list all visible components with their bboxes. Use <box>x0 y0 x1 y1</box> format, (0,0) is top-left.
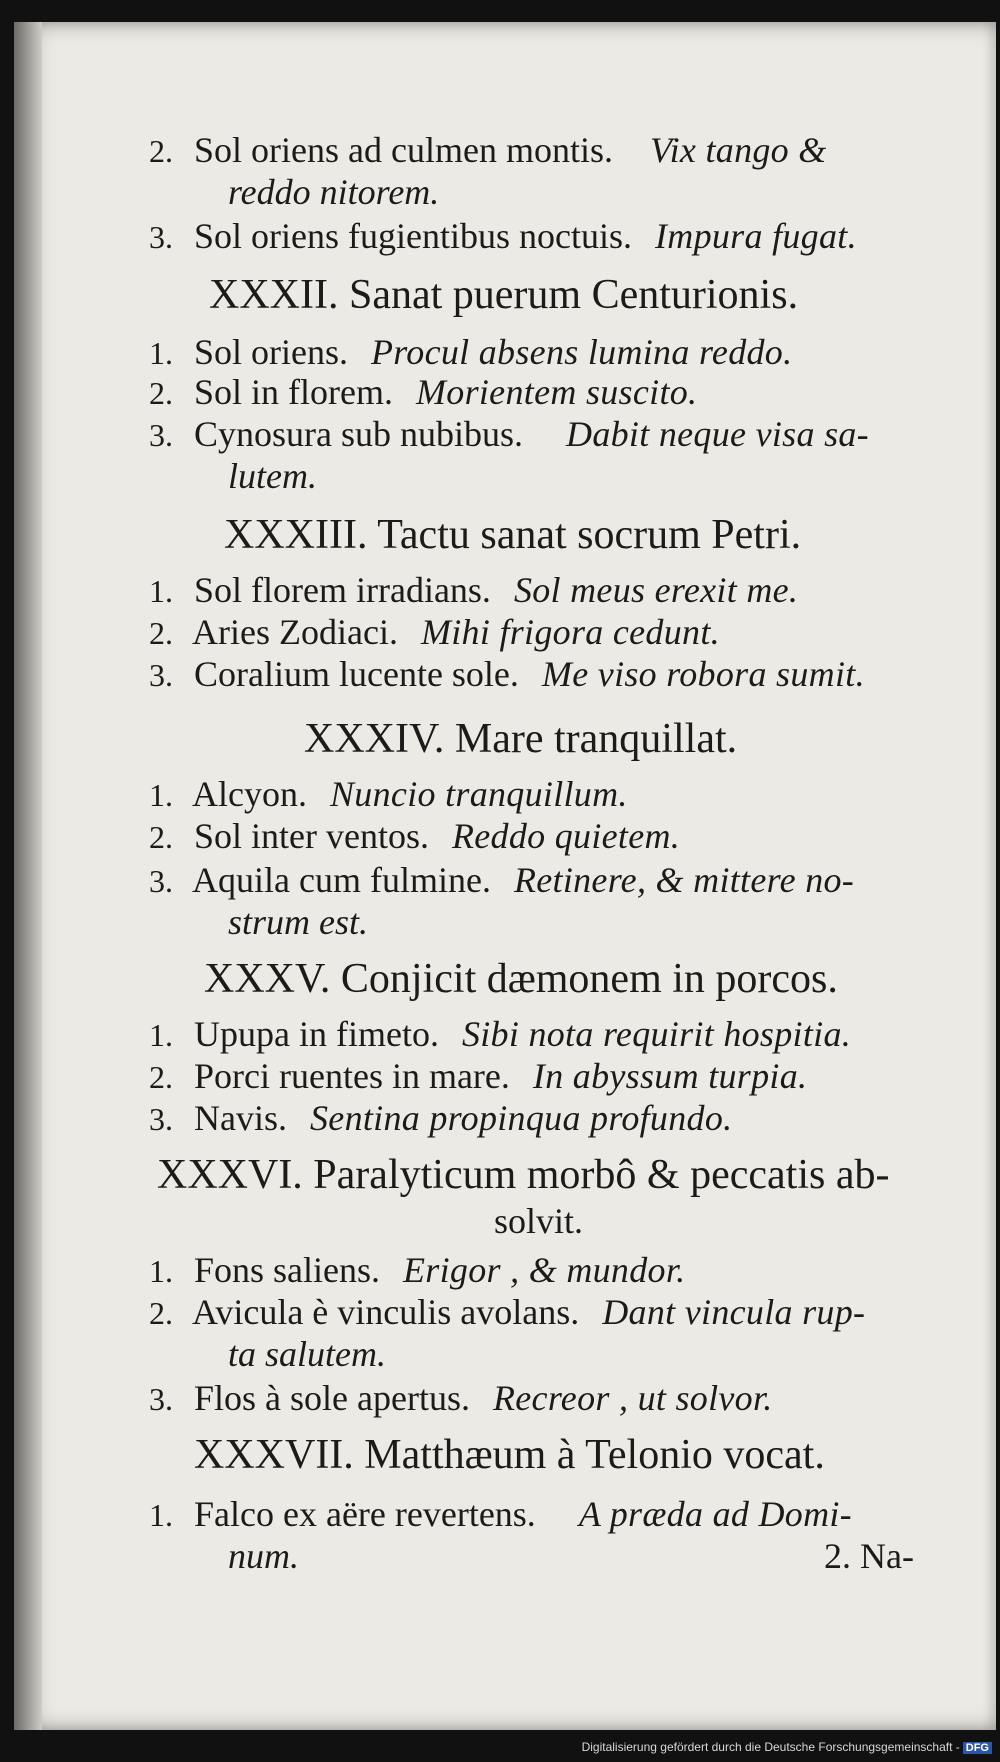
entry-line <box>149 1250 685 1291</box>
entry-text: Sol inter ventos. <box>194 816 429 856</box>
entry-motto: Mihi frigora cedunt. <box>420 612 720 652</box>
entry-motto: Erigor , & mundor. <box>403 1250 686 1290</box>
footer-text: Digitalisierung gefördert durch die Deutsche Forschungsgemeinschaft - <box>581 1740 960 1754</box>
entry-number: 3. <box>149 417 173 453</box>
entry-number: 1. <box>149 1017 173 1053</box>
section-heading: XXXV. Conjicit dæmonem in porcos. <box>204 956 838 1002</box>
entry-number: 2. <box>149 1295 173 1331</box>
entry-line <box>149 414 869 455</box>
entry-continuation: ta salutem. <box>228 1334 386 1374</box>
entry-text: Cynosura sub nubibus. <box>194 414 524 454</box>
entry-text: Sol oriens fugientibus noctuis. <box>194 216 632 256</box>
entry-line <box>149 1098 732 1139</box>
section-heading: XXXVII. Matthæum à Telonio vocat. <box>194 1432 825 1478</box>
entry-line <box>149 1292 865 1333</box>
entry-continuation: strum est. <box>228 902 369 942</box>
entry-line <box>149 654 865 695</box>
entry-motto: Dant vincula rup- <box>602 1292 866 1332</box>
entry-motto: Reddo quietem. <box>451 816 681 856</box>
entry-number: 2. <box>149 133 173 169</box>
entry-line <box>149 216 857 257</box>
entry-continuation: num. <box>228 1536 299 1576</box>
entry-text: Falco ex aëre revertens. <box>194 1494 536 1534</box>
entry-line <box>149 816 680 857</box>
entry-number: 2. <box>149 1059 173 1095</box>
entry-number: 1. <box>149 573 173 609</box>
entry-text: Upupa in fimeto. <box>194 1014 439 1054</box>
entry-motto: Nuncio tranquillum. <box>330 774 628 814</box>
section-heading-continuation: solvit. <box>494 1201 584 1241</box>
entry-motto: Procul absens lumina reddo. <box>371 332 793 372</box>
section-heading: XXXIII. Tactu sanat socrum Petri. <box>224 512 802 558</box>
entry-motto: Morientem suscito. <box>415 372 698 412</box>
entry-motto: A præda ad Domi- <box>578 1494 852 1534</box>
entry-motto: Sibi nota requirit hospitia. <box>461 1014 852 1054</box>
entry-number: 3. <box>149 219 173 255</box>
entry-text: Sol florem irradians. <box>194 570 491 610</box>
entry-motto: Retinere, & mittere no- <box>513 860 855 900</box>
entry-line <box>149 1056 807 1097</box>
section-heading: XXXVI. Paralyticum morbô & peccatis ab- <box>157 1152 890 1198</box>
entry-text: Aquila cum fulmine. <box>192 860 491 900</box>
entry-number: 1. <box>149 1497 173 1533</box>
entry-text: Porci ruentes in mare. <box>194 1056 510 1096</box>
digitization-footer <box>582 1740 992 1754</box>
entry-number: 3. <box>149 657 173 693</box>
entry-motto: Sentina propinqua profundo. <box>310 1098 733 1138</box>
entry-text: Aries Zodiaci. <box>192 612 398 652</box>
entry-number: 3. <box>149 1381 173 1417</box>
catchword: 2. Na- <box>824 1536 914 1576</box>
entry-motto: Vix tango & <box>649 130 827 170</box>
entry-text: Fons saliens. <box>194 1250 381 1290</box>
entry-number: 1. <box>149 335 173 371</box>
entry-text: Avicula è vinculis avolans. <box>192 1292 580 1332</box>
entry-continuation: lutem. <box>228 456 317 496</box>
page-text <box>14 22 996 1730</box>
entry-line <box>149 1378 773 1419</box>
book-page <box>14 22 996 1730</box>
section-heading: XXXIV. Mare tranquillat. <box>304 716 738 762</box>
entry-motto: Impura fugat. <box>654 216 857 256</box>
entry-line <box>149 130 827 171</box>
entry-line <box>149 860 854 901</box>
section-heading: XXXII. Sanat puerum Centurionis. <box>209 272 799 318</box>
entry-line <box>149 332 792 373</box>
entry-text: Sol oriens ad culmen montis. <box>194 130 613 170</box>
entry-line <box>149 372 697 413</box>
entry-motto: In abyssum turpia. <box>532 1056 808 1096</box>
entry-line <box>149 774 628 815</box>
entry-motto: Sol meus erexit me. <box>513 570 799 610</box>
entry-text: Sol in florem. <box>194 372 393 412</box>
entry-text: Flos à sole apertus. <box>194 1378 470 1418</box>
entry-line <box>149 570 798 611</box>
entry-number: 2. <box>149 375 173 411</box>
entry-text: Navis. <box>194 1098 287 1138</box>
entry-text: Coralium lucente sole. <box>194 654 519 694</box>
entry-line <box>149 1014 851 1055</box>
entry-number: 1. <box>149 1253 173 1289</box>
entry-text: Alcyon. <box>192 774 307 814</box>
dfg-logo: DFG <box>963 1742 992 1754</box>
entry-number: 3. <box>149 863 173 899</box>
entry-line <box>149 612 720 653</box>
entry-line <box>149 1494 852 1535</box>
entry-motto: Me viso robora sumit. <box>541 654 865 694</box>
entry-motto: Dabit neque visa sa- <box>566 414 869 454</box>
entry-number: 2. <box>149 819 173 855</box>
entry-number: 3. <box>149 1101 173 1137</box>
entry-continuation: reddo nitorem. <box>228 172 440 212</box>
entry-number: 2. <box>149 615 173 651</box>
entry-motto: Recreor , ut solvor. <box>492 1378 773 1418</box>
entry-number: 1. <box>149 777 173 813</box>
entry-text: Sol oriens. <box>194 332 349 372</box>
